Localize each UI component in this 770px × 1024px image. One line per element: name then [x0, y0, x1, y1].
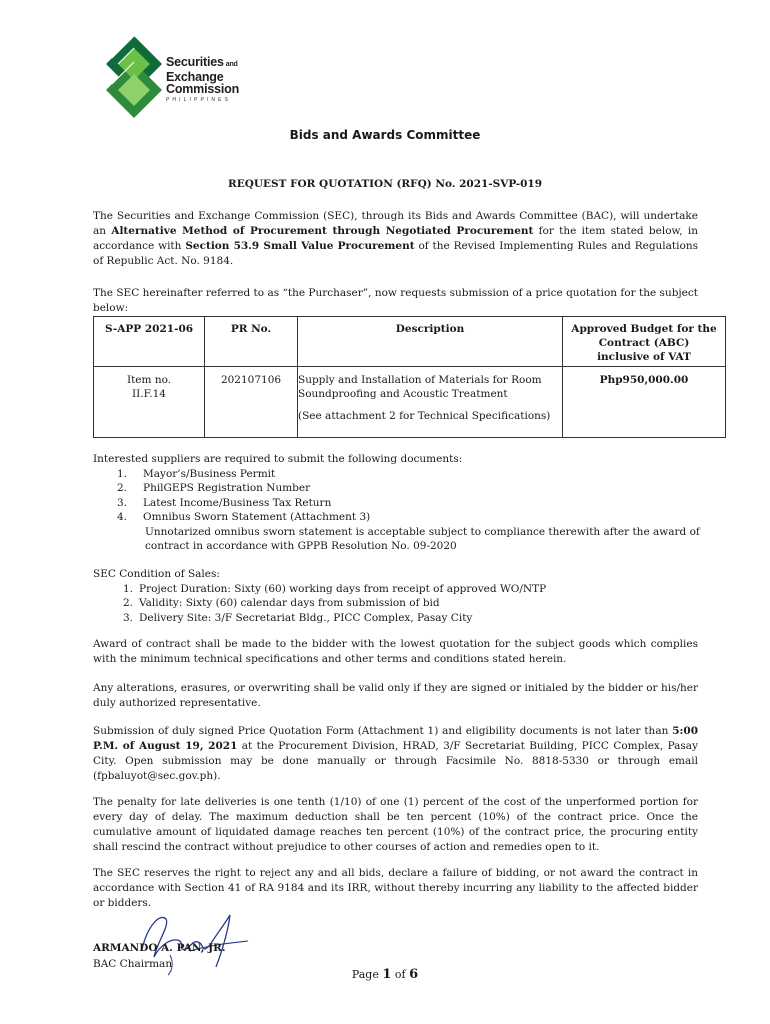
- intro-text-a: The Securities and Exchange Commission (SEC), through its Bids and Awards Committee (BAC), will undertake an: [93, 210, 698, 237]
- purchaser-paragraph: The SEC hereinafter referred to as “the Purchaser”, now requests submission of a price quotation for the subject below:: [93, 287, 698, 314]
- intro-paragraph: [93, 209, 698, 269]
- table-header-row: [94, 317, 726, 367]
- award-paragraph: Award of contract shall be made to the bidder with the lowest quotation for the subject goods which complies with the minimum technical specifications and other terms and conditions stated herein.: [93, 638, 698, 665]
- list-text: Project Duration: Sixty (60) working days from receipt of approved WO/NTP: [139, 582, 547, 595]
- procurement-table: [93, 316, 726, 438]
- intro-text-d: Section 53.9 Small Value Procurement: [185, 240, 415, 252]
- logo-line4: PHILIPPINES: [166, 97, 231, 103]
- sec-logo: [104, 34, 264, 120]
- header-pr-no: PR No.: [205, 317, 298, 367]
- cell-description: [298, 367, 563, 438]
- logo-line2: Exchange: [166, 70, 224, 84]
- list-number: 1.: [117, 467, 128, 480]
- conditions-title: SEC Condition of Sales:: [93, 568, 220, 580]
- list-number: 3.: [123, 611, 134, 624]
- conditions-section: [93, 567, 546, 625]
- documents-intro: Interested suppliers are required to submit the following documents:: [93, 453, 463, 465]
- header-abc: Approved Budget for the Contract (ABC) inclusive of VAT: [563, 317, 726, 367]
- list-item: [117, 496, 705, 511]
- list-item: [117, 481, 705, 496]
- page-word: Page: [351, 968, 379, 981]
- rfq-title: REQUEST FOR QUOTATION (RFQ) No. 2021-SVP-019: [227, 178, 542, 190]
- submission-deadline: 5:00 P.M. of August 19, 2021: [93, 725, 698, 752]
- list-number: 2.: [117, 482, 128, 494]
- committee-title: Bids and Awards Committee: [289, 128, 481, 142]
- list-item: [117, 510, 705, 525]
- table-row: [94, 367, 726, 438]
- list-number: 2.: [123, 597, 134, 609]
- page-number: [0, 967, 770, 982]
- list-text: Omnibus Sworn Statement (Attachment 3): [143, 511, 371, 523]
- signatory-name: ARMANDO A. PAN, JR.: [93, 942, 226, 954]
- list-text: Validity: Sixty (60) calendar days from submission of bid: [139, 597, 440, 609]
- submission-paragraph: [93, 724, 698, 784]
- header-sapp: S-APP 2021-06: [94, 317, 205, 367]
- list-item: [117, 467, 705, 482]
- cell-abc: Php950,000.00: [563, 367, 726, 438]
- intro-text-b: Alternative Method of Procurement through Negotiated Procurement: [111, 225, 534, 237]
- alterations-paragraph: Any alterations, erasures, or overwriting shall be valid only if they are signed or initialed by the bidder or his/her duly authorized representative.: [93, 682, 698, 709]
- page-total: 6: [409, 967, 419, 982]
- list-number: 3.: [117, 496, 128, 509]
- description-main: Supply and Installation of Materials for Room Soundproofing and Acoustic Treatment: [298, 374, 542, 400]
- intro-text-e: of the Revised Implementing Rules and Regulations of Republic Act. No. 9184.: [93, 240, 698, 267]
- description-note: (See attachment 2 for Technical Specifications): [298, 410, 551, 422]
- list-number: 4.: [117, 511, 128, 523]
- header-description: Description: [298, 317, 563, 367]
- page-of: of: [394, 968, 406, 981]
- list-text: Latest Income/Business Tax Return: [143, 496, 332, 509]
- list-item: [123, 596, 546, 611]
- page-current: 1: [382, 967, 392, 982]
- list-text: PhilGEPS Registration Number: [143, 482, 311, 494]
- intro-text-c: for the item stated below, in accordance with: [93, 225, 698, 252]
- cell-item: Item no. II.F.14: [94, 367, 205, 438]
- list-item: [123, 611, 546, 626]
- logo-line1: Securities: [166, 55, 224, 69]
- logo-line1-and: and: [225, 61, 238, 68]
- penalty-paragraph: The penalty for late deliveries is one tenth (1/10) of one (1) percent of the cost of the unperformed portion for every day of delay. The maximum deduction shall be ten percent (10%) of the contract price. Once the cumulative amount of liquidated damage reaches ten percent (10%) of the contract price, the procuring entity shall rescind the contract without prejudice to other courses of action and remedies open to it.: [93, 796, 698, 853]
- cell-pr-no: 202107106: [205, 367, 298, 438]
- list-text: Delivery Site: 3/F Secretariat Bldg., PICC Complex, Pasay City: [139, 611, 473, 624]
- signatory-title: BAC Chairman: [93, 958, 173, 970]
- documents-section: [93, 452, 705, 554]
- list-number: 1.: [123, 582, 134, 595]
- sec-logo-mark-icon: [104, 34, 164, 120]
- list-item: [123, 582, 546, 597]
- submission-text-a: Submission of duly signed Price Quotation Form (Attachment 1) and eligibility documents is not later than: [93, 725, 673, 737]
- logo-line3: Commission: [166, 82, 240, 96]
- list-text: Mayor’s/Business Permit: [143, 467, 276, 480]
- omnibus-note: Unnotarized omnibus sworn statement is acceptable subject to compliance therewith after the award of contract in accordance with GPPB Resolution No. 09-2020: [145, 525, 700, 552]
- sec-logo-text: [166, 56, 239, 103]
- reserve-paragraph: The SEC reserves the right to reject any and all bids, declare a failure of bidding, or not award the contract in accordance with Section 41 of RA 9184 and its IRR, without thereby incurring any liability to the affected bidder or bidders.: [93, 867, 698, 909]
- submission-text-c: at the Procurement Division, HRAD, 3/F Secretariat Building, PICC Complex, Pasay City. Open submission may be done manually or through Facsimile No. 8818-5330 or through email (fpbaluyot@sec.gov.ph).: [93, 740, 699, 782]
